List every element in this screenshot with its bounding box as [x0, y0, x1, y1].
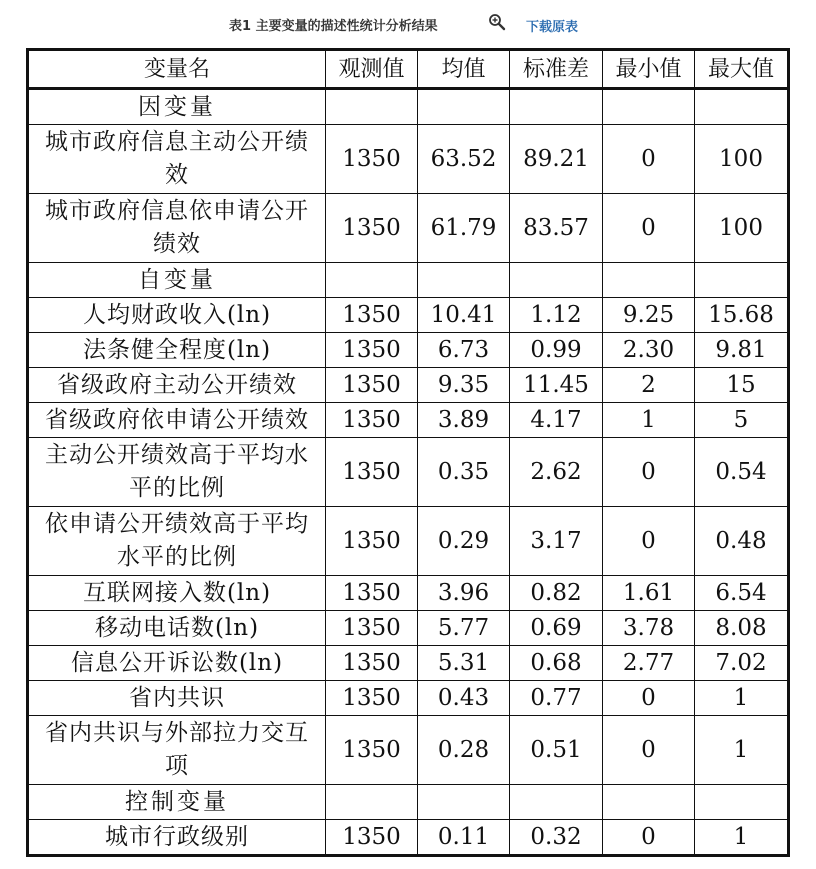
mean-cell: 9.35: [418, 368, 510, 403]
mean-cell: 0.43: [418, 681, 510, 716]
header-max: 最大值: [695, 50, 789, 89]
max-cell: 8.08: [695, 611, 789, 646]
max-cell: 1: [695, 681, 789, 716]
max-cell: [695, 263, 789, 298]
table-row: [28, 333, 789, 368]
table-row: [28, 611, 789, 646]
max-cell: 100: [695, 125, 789, 194]
variable-name: 人均财政收入(ln): [28, 298, 326, 333]
table-row: [28, 368, 789, 403]
obs-cell: [326, 263, 418, 298]
mean-cell: 3.96: [418, 576, 510, 611]
table-row: [28, 125, 789, 194]
min-cell: 1: [603, 403, 695, 438]
sd-cell: 0.82: [510, 576, 603, 611]
obs-cell: 1350: [326, 716, 418, 785]
mean-cell: 0.11: [418, 820, 510, 856]
table-row: [28, 298, 789, 333]
mean-cell: 63.52: [418, 125, 510, 194]
max-cell: 0.48: [695, 507, 789, 576]
section-row-independent: [28, 263, 789, 298]
variable-name: 法条健全程度(ln): [28, 333, 326, 368]
obs-cell: [326, 785, 418, 820]
obs-cell: 1350: [326, 507, 418, 576]
variable-name: 主动公开绩效高于平均水平的比例: [28, 438, 326, 507]
obs-cell: 1350: [326, 820, 418, 856]
variable-name: 省级政府主动公开绩效: [28, 368, 326, 403]
mean-cell: [418, 263, 510, 298]
sd-cell: 11.45: [510, 368, 603, 403]
variable-name: 省内共识: [28, 681, 326, 716]
sd-cell: 0.68: [510, 646, 603, 681]
sd-cell: [510, 263, 603, 298]
section-row-dependent: [28, 89, 789, 125]
sd-cell: 0.99: [510, 333, 603, 368]
zoom-in-icon[interactable]: [488, 13, 506, 31]
table-header-row: [28, 50, 789, 89]
mean-cell: 0.29: [418, 507, 510, 576]
download-original-table-link[interactable]: 下载原表: [526, 20, 579, 35]
table-row: [28, 507, 789, 576]
min-cell: 1.61: [603, 576, 695, 611]
sd-cell: 0.69: [510, 611, 603, 646]
header-std-dev: 标准差: [510, 50, 603, 89]
min-cell: [603, 263, 695, 298]
sd-cell: 4.17: [510, 403, 603, 438]
sd-cell: 0.51: [510, 716, 603, 785]
min-cell: 2.30: [603, 333, 695, 368]
obs-cell: 1350: [326, 368, 418, 403]
variable-name: 省内共识与外部拉力交互项: [28, 716, 326, 785]
min-cell: [603, 89, 695, 125]
max-cell: 1: [695, 716, 789, 785]
min-cell: 2.77: [603, 646, 695, 681]
header-variable-name: 变量名: [28, 50, 326, 89]
header-min: 最小值: [603, 50, 695, 89]
min-cell: 0: [603, 438, 695, 507]
table-row: [28, 646, 789, 681]
variable-name: 自变量: [28, 263, 326, 298]
table-caption-bar: [0, 0, 816, 48]
obs-cell: 1350: [326, 646, 418, 681]
mean-cell: 3.89: [418, 403, 510, 438]
obs-cell: 1350: [326, 194, 418, 263]
variable-name: 省级政府依申请公开绩效: [28, 403, 326, 438]
header-mean: 均值: [418, 50, 510, 89]
min-cell: 3.78: [603, 611, 695, 646]
table-row: [28, 194, 789, 263]
obs-cell: 1350: [326, 681, 418, 716]
sd-cell: 89.21: [510, 125, 603, 194]
max-cell: 9.81: [695, 333, 789, 368]
mean-cell: 10.41: [418, 298, 510, 333]
max-cell: 15: [695, 368, 789, 403]
obs-cell: 1350: [326, 298, 418, 333]
obs-cell: 1350: [326, 576, 418, 611]
max-cell: 6.54: [695, 576, 789, 611]
variable-name: 移动电话数(ln): [28, 611, 326, 646]
mean-cell: 5.31: [418, 646, 510, 681]
obs-cell: 1350: [326, 125, 418, 194]
min-cell: 0: [603, 125, 695, 194]
sd-cell: 2.62: [510, 438, 603, 507]
mean-cell: 5.77: [418, 611, 510, 646]
obs-cell: 1350: [326, 438, 418, 507]
min-cell: 0: [603, 681, 695, 716]
table-row: [28, 681, 789, 716]
variable-name: 因变量: [28, 89, 326, 125]
sd-cell: 1.12: [510, 298, 603, 333]
sd-cell: 83.57: [510, 194, 603, 263]
max-cell: 15.68: [695, 298, 789, 333]
variable-name: 城市行政级别: [28, 820, 326, 856]
obs-cell: 1350: [326, 403, 418, 438]
obs-cell: 1350: [326, 611, 418, 646]
table-row: [28, 576, 789, 611]
min-cell: 0: [603, 507, 695, 576]
max-cell: [695, 785, 789, 820]
mean-cell: 0.28: [418, 716, 510, 785]
min-cell: 0: [603, 194, 695, 263]
min-cell: 9.25: [603, 298, 695, 333]
min-cell: 2: [603, 368, 695, 403]
max-cell: 7.02: [695, 646, 789, 681]
min-cell: 0: [603, 820, 695, 856]
variable-name: 城市政府信息主动公开绩效: [28, 125, 326, 194]
mean-cell: 0.35: [418, 438, 510, 507]
table-row: [28, 820, 789, 856]
mean-cell: 6.73: [418, 333, 510, 368]
sd-cell: 0.32: [510, 820, 603, 856]
sd-cell: [510, 89, 603, 125]
table-caption: 表1 主要变量的描述性统计分析结果: [229, 19, 438, 34]
max-cell: 1: [695, 820, 789, 856]
variable-name: 信息公开诉讼数(ln): [28, 646, 326, 681]
sd-cell: 3.17: [510, 507, 603, 576]
variable-name: 互联网接入数(ln): [28, 576, 326, 611]
table-row: [28, 438, 789, 507]
obs-cell: 1350: [326, 333, 418, 368]
mean-cell: [418, 785, 510, 820]
variable-name: 依申请公开绩效高于平均水平的比例: [28, 507, 326, 576]
min-cell: [603, 785, 695, 820]
mean-cell: 61.79: [418, 194, 510, 263]
mean-cell: [418, 89, 510, 125]
obs-cell: [326, 89, 418, 125]
header-observations: 观测值: [326, 50, 418, 89]
min-cell: 0: [603, 716, 695, 785]
sd-cell: 0.77: [510, 681, 603, 716]
variable-name: 城市政府信息依申请公开绩效: [28, 194, 326, 263]
table-row: [28, 716, 789, 785]
descriptive-statistics-table: [26, 48, 790, 857]
section-row-control: [28, 785, 789, 820]
max-cell: 100: [695, 194, 789, 263]
variable-name: 控制变量: [28, 785, 326, 820]
max-cell: 5: [695, 403, 789, 438]
max-cell: 0.54: [695, 438, 789, 507]
max-cell: [695, 89, 789, 125]
table-row: [28, 403, 789, 438]
sd-cell: [510, 785, 603, 820]
